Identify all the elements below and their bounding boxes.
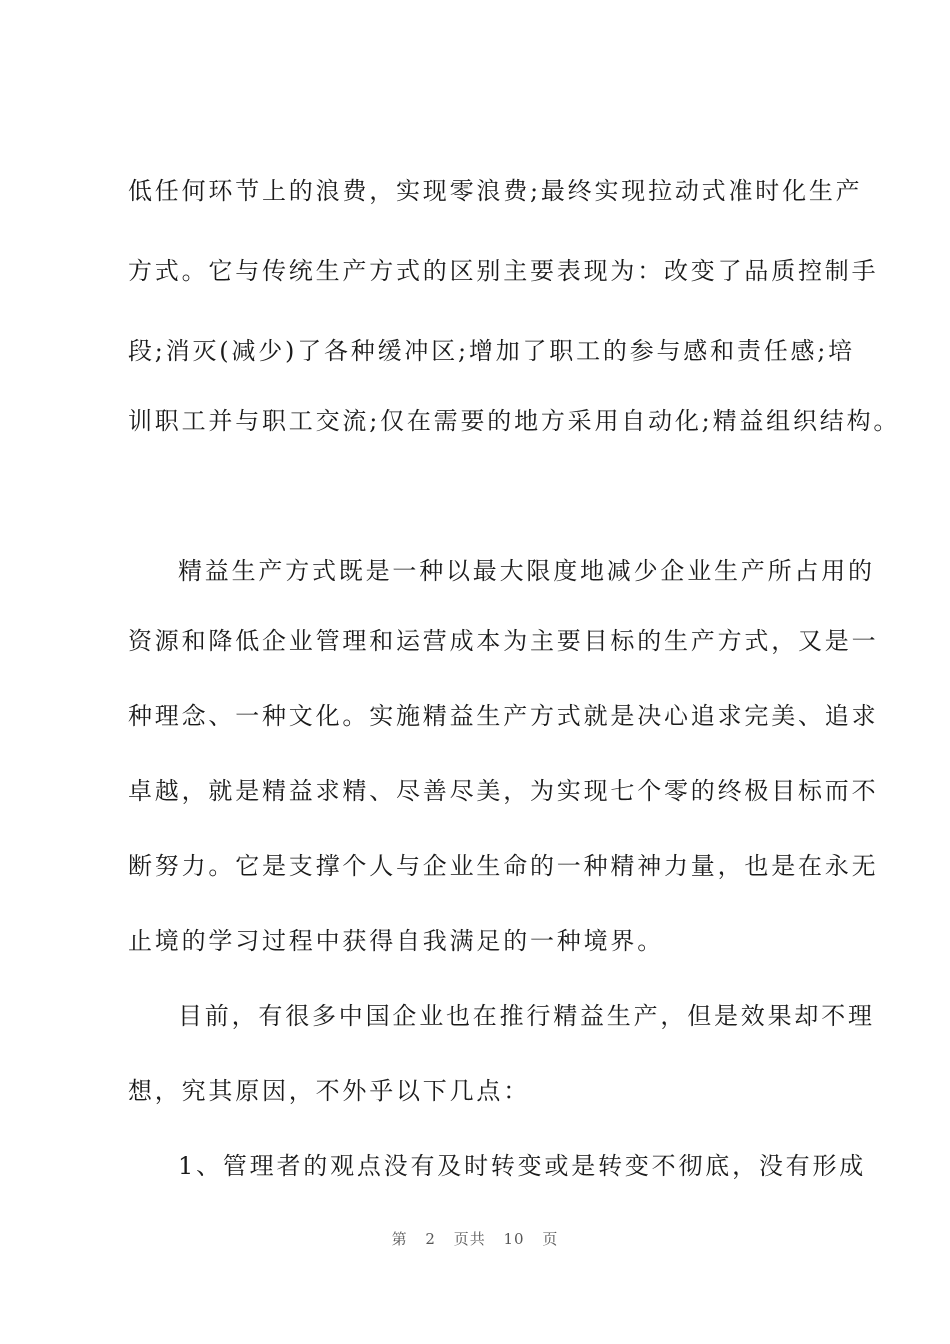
paragraph-line: 资源和降低企业管理和运营成本为主要目标的生产方式，又是一 xyxy=(128,627,879,655)
paragraph-line: 1、管理者的观点没有及时转变或是转变不彻底，没有形成 xyxy=(178,1152,867,1180)
paragraph-line: 止境的学习过程中获得自我满足的一种境界。 xyxy=(128,927,664,955)
footer-middle: 页共 xyxy=(453,1230,486,1248)
paragraph-line: 卓越，就是精益求精、尽善尽美，为实现七个零的终极目标而不 xyxy=(128,777,879,805)
footer-prefix: 第 xyxy=(391,1230,408,1248)
paragraph-line: 训职工并与职工交流;仅在需要的地方采用自动化;精益组织结构。 xyxy=(128,407,901,435)
paragraph-line: 目前，有很多中国企业也在推行精益生产，但是效果却不理 xyxy=(178,1002,875,1030)
footer-suffix: 页 xyxy=(542,1230,559,1248)
paragraph-line: 断努力。它是支撑个人与企业生命的一种精神力量，也是在永无 xyxy=(128,852,879,880)
paragraph-line: 低任何环节上的浪费，实现零浪费;最终实现拉动式准时化生产 xyxy=(128,177,863,205)
footer-total-pages: 10 xyxy=(503,1230,525,1248)
footer-current-page: 2 xyxy=(425,1230,436,1248)
page-footer xyxy=(0,1228,950,1249)
paragraph-line: 方式。它与传统生产方式的区别主要表现为：改变了品质控制手 xyxy=(128,257,879,285)
paragraph-line: 种理念、一种文化。实施精益生产方式就是决心追求完美、追求 xyxy=(128,702,879,730)
paragraph-line: 想，究其原因，不外乎以下几点： xyxy=(128,1077,530,1105)
paragraph-line: 精益生产方式既是一种以最大限度地减少企业生产所占用的 xyxy=(178,557,875,585)
paragraph-line: 段;消灭(减少)了各种缓冲区;增加了职工的参与感和责任感;培 xyxy=(128,337,855,365)
